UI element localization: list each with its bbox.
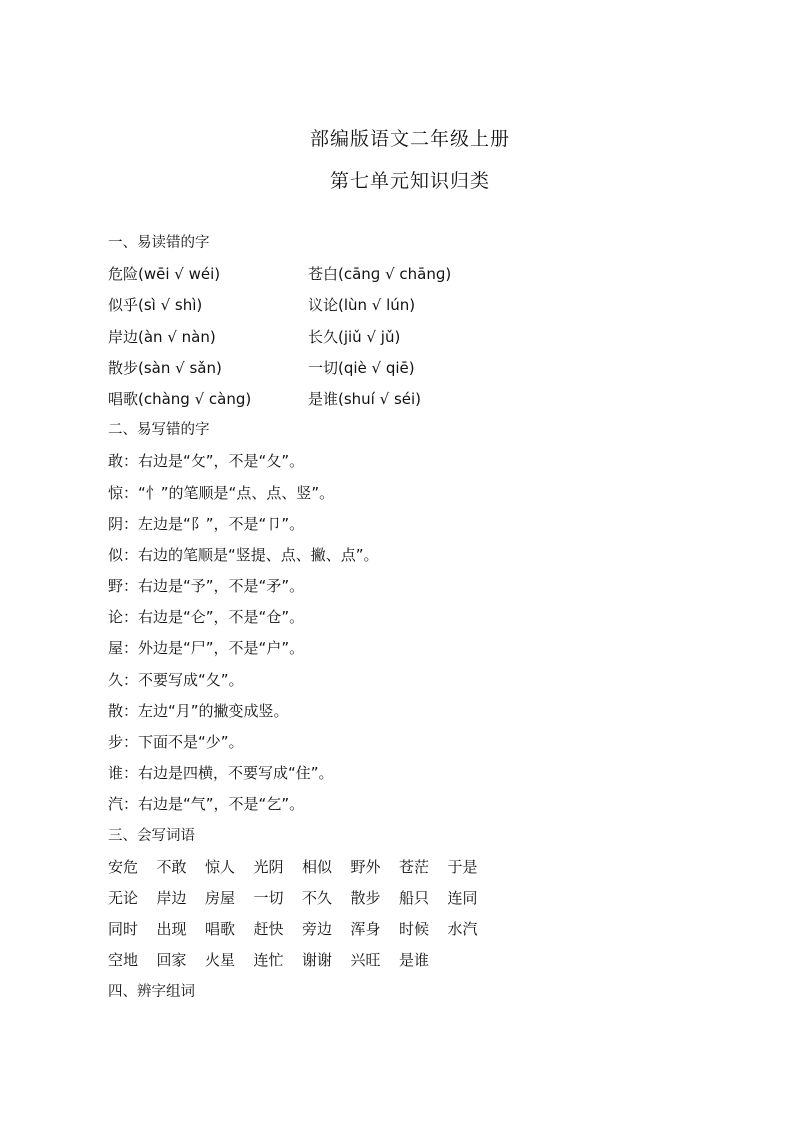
word: 连同: [447, 888, 478, 907]
word: 火星: [205, 951, 236, 970]
word: 出现: [156, 920, 187, 939]
word-row: [108, 949, 748, 980]
word: 苍茫: [399, 857, 430, 876]
word: 旁边: [302, 920, 333, 939]
word: 野外: [350, 857, 381, 876]
word: 浑身: [350, 920, 381, 939]
pinyin-item: 一切(qiè √ qiē): [308, 358, 415, 377]
word: 安危: [108, 857, 139, 876]
section-heading-1: 一、易读错的字: [108, 235, 210, 251]
pinyin-item: 似乎(sì √ shì): [108, 296, 203, 315]
pinyin-row: [108, 263, 748, 294]
writing-note: 论：右边是“仑”，不是“仓”。: [108, 608, 305, 627]
word: 不久: [302, 888, 333, 907]
word: 是谁: [399, 951, 430, 970]
word: 无论: [108, 888, 139, 907]
writing-note: 谁：右边是四横，不要写成“住”。: [108, 764, 334, 783]
pinyin-item: 危险(wēi √ wéi): [108, 265, 221, 284]
pinyin-row: [108, 326, 748, 357]
writing-note: 野：右边是“予”，不是“矛”。: [108, 577, 305, 596]
pinyin-item: 散步(sàn √ sǎn): [108, 358, 222, 377]
writing-note: 惊：“忄”的笔顺是“点、点、竖”。: [108, 483, 335, 502]
writing-note: 散：左边“月”的撇变成竖。: [108, 701, 289, 720]
word: 于是: [447, 857, 478, 876]
writing-note: 敢：右边是“攵”，不是“夂”。: [108, 452, 305, 471]
document-title: 部编版语文二年级上册: [309, 128, 510, 150]
pinyin-row: [108, 388, 748, 419]
word: 散步: [350, 888, 381, 907]
writing-note: 步：下面不是“少”。: [108, 733, 244, 751]
section-heading-4: 四、辨字组词: [108, 983, 195, 1000]
writing-note: 汽：右边是“气”，不是“乞”。: [108, 795, 305, 814]
writing-note: 阴：左边是“阝”，不是“卩”。: [108, 514, 305, 533]
pinyin-item: 唱歌(chàng √ càng): [108, 389, 252, 408]
pinyin-row: [108, 357, 748, 388]
word: 房屋: [205, 888, 236, 907]
writing-note: 似：右边的笔顺是“竖提、点、撇、点”。: [108, 545, 379, 564]
section-heading-2: 二、易写错的字: [108, 422, 210, 439]
word: 光阴: [253, 857, 284, 876]
word: 空地: [108, 951, 139, 970]
word: 连忙: [253, 951, 284, 970]
word: 谢谢: [302, 951, 333, 970]
word-row: [108, 918, 748, 949]
pinyin-row: [108, 294, 748, 325]
pinyin-item: 议论(lùn √ lún): [308, 296, 416, 315]
word: 不敢: [156, 857, 187, 876]
word-row: [108, 887, 748, 918]
document-body: [108, 232, 748, 1012]
word: 唱歌: [205, 920, 236, 939]
word: 兴旺: [350, 951, 381, 970]
word: 赶快: [253, 920, 284, 939]
word: 回家: [156, 951, 187, 970]
pinyin-item: 苍白(cānɡ √ chānɡ): [308, 265, 452, 284]
word: 船只: [399, 888, 430, 907]
section-heading-3: 三、会写词语: [108, 827, 195, 844]
writing-note: 久：不要写成“夂”。: [108, 670, 244, 689]
pinyin-item: 是谁(shuí √ séi): [308, 389, 422, 408]
word: 岸边: [156, 888, 187, 907]
writing-note: 屋：外边是“尸”，不是“户”。: [108, 639, 305, 658]
word-row: [108, 856, 748, 887]
word: 水汽: [447, 920, 478, 939]
pinyin-item: 岸边(àn √ nàn): [108, 327, 216, 346]
word: 同时: [108, 920, 139, 939]
document-subtitle: 第七单元知识归类: [329, 170, 490, 192]
pinyin-item: 长久(jiǔ √ jǔ): [308, 327, 401, 346]
word: 一切: [253, 888, 284, 907]
word: 惊人: [205, 857, 236, 876]
word: 相似: [302, 857, 333, 876]
word: 时候: [399, 920, 430, 939]
